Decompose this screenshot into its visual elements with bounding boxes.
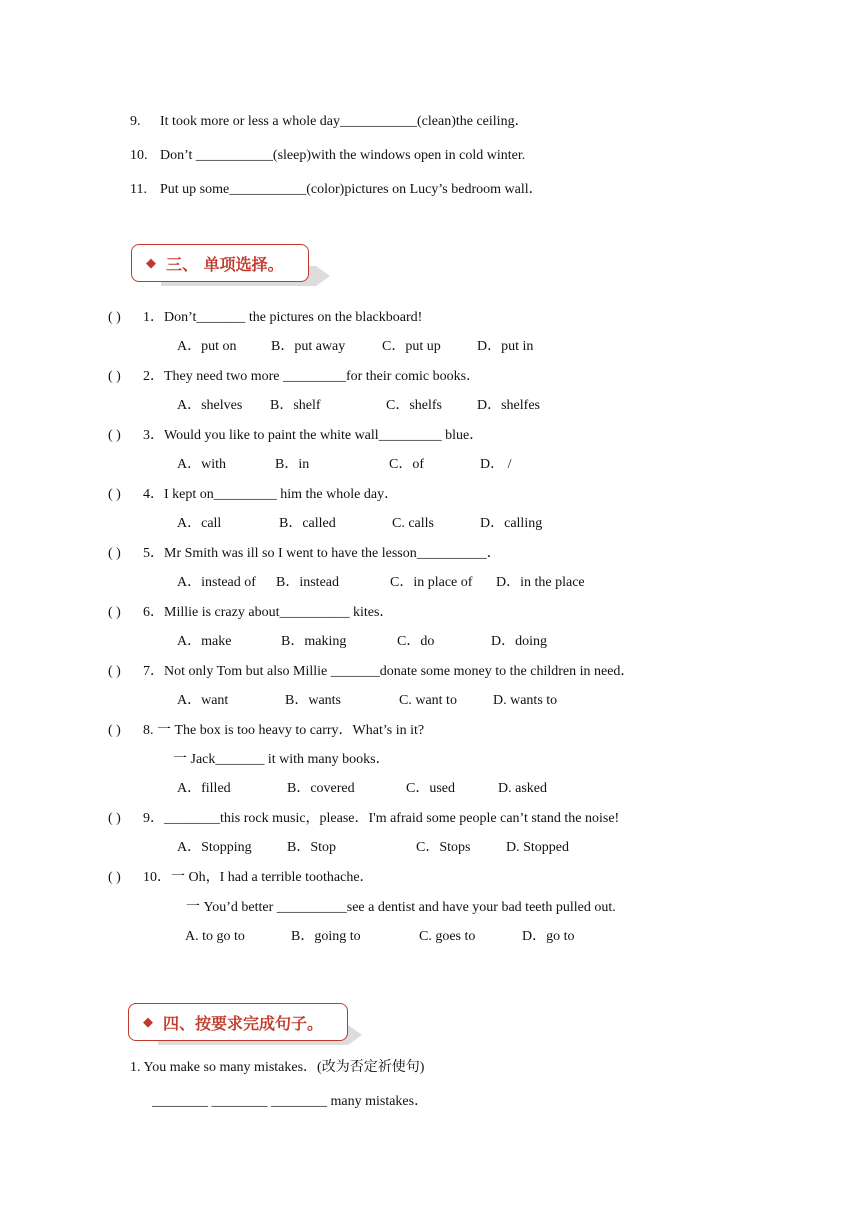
- option-c: C．of: [389, 457, 424, 472]
- item-text: It took more or less a whole day___________(clean)the ceiling．: [160, 114, 529, 129]
- option-c: C．put up: [382, 339, 441, 354]
- option-b: B．put away: [271, 339, 346, 354]
- option-a: A．put on: [177, 339, 237, 354]
- dialogue-line: 一 Jack_______ it with many books．: [173, 752, 390, 767]
- option-b: B．Stop: [287, 840, 337, 855]
- option-b: B．instead: [276, 575, 339, 590]
- answer-paren: ( ): [108, 811, 121, 826]
- question-text: 3．Would you like to paint the white wall_________ blue．: [143, 428, 484, 443]
- question-text: 5．Mr Smith was ill so I went to have the lesson__________．: [143, 546, 501, 561]
- option-d: D．in the place: [496, 575, 585, 590]
- option-c: C．shelfs: [386, 398, 442, 413]
- option-c: C．used: [406, 781, 455, 796]
- option-a: A．want: [177, 693, 229, 708]
- answer-paren: ( ): [108, 428, 121, 443]
- header-shadow-arrow: [316, 266, 330, 286]
- answer-paren: ( ): [108, 870, 121, 885]
- answer-paren: ( ): [108, 546, 121, 561]
- item-number: 10.: [130, 148, 148, 163]
- option-b: B．making: [281, 634, 347, 649]
- option-a: A．call: [177, 516, 222, 531]
- option-c: C．in place of: [390, 575, 473, 590]
- answer-paren: ( ): [108, 664, 121, 679]
- option-d: D． /: [480, 457, 512, 472]
- option-b: B．called: [279, 516, 336, 531]
- section-title-box: [128, 1003, 348, 1041]
- answer-paren: ( ): [108, 369, 121, 384]
- question-text: 6．Millie is crazy about__________ kites．: [143, 605, 394, 620]
- answer-paren: ( ): [108, 723, 121, 738]
- option-c: C. want to: [399, 693, 457, 708]
- question-text: 10．一 Oh，I had a terrible toothache．: [143, 870, 374, 885]
- option-c: C. goes to: [419, 929, 476, 944]
- section-header-single-choice: [131, 244, 326, 288]
- section-header-sentence-completion: [128, 1003, 362, 1047]
- option-d: D. asked: [498, 781, 547, 796]
- dialogue-line: 一 You’d better __________see a dentist and have your bad teeth pulled out.: [186, 900, 616, 915]
- option-a: A．shelves: [177, 398, 243, 413]
- option-d: D．go to: [522, 929, 575, 944]
- option-a: A．filled: [177, 781, 231, 796]
- option-b: B．in: [275, 457, 310, 472]
- option-d: D. Stopped: [506, 840, 569, 855]
- option-d: D．calling: [480, 516, 543, 531]
- option-b: B．going to: [291, 929, 361, 944]
- option-d: D．put in: [477, 339, 534, 354]
- answer-paren: ( ): [108, 487, 121, 502]
- section-title: 四、按要求完成句子。: [163, 1013, 324, 1033]
- question-text: 8. 一 The box is too heavy to carry．What’s in it?: [143, 723, 425, 738]
- header-shadow-arrow: [348, 1025, 362, 1045]
- option-b: B．covered: [287, 781, 355, 796]
- item-text: Put up some___________(color)pictures on Lucy’s bedroom wall．: [160, 182, 543, 197]
- question-text: 9．________this rock music，please．I'm afraid some people can’t stand the noise!: [143, 811, 620, 826]
- question-text: 4．I kept on_________ him the whole day．: [143, 487, 399, 502]
- item-number: 11.: [130, 182, 147, 197]
- question-text: 1．Don’t_______ the pictures on the blackboard!: [143, 310, 423, 325]
- option-a: A．with: [177, 457, 226, 472]
- option-b: B．wants: [285, 693, 341, 708]
- option-a: A. to go to: [185, 929, 245, 944]
- answer-blanks[interactable]: ________ ________ ________ many mistakes．: [152, 1094, 429, 1109]
- option-b: B．shelf: [270, 398, 321, 413]
- answer-paren: ( ): [108, 310, 121, 325]
- option-d: D．shelfes: [477, 398, 540, 413]
- option-a: A．Stopping: [177, 840, 252, 855]
- option-d: D．doing: [491, 634, 547, 649]
- answer-paren: ( ): [108, 605, 121, 620]
- item-text: Don’t ___________(sleep)with the windows open in cold winter.: [160, 148, 526, 163]
- option-c: C. calls: [392, 516, 434, 531]
- question-text: 2．They need two more _________for their comic books．: [143, 369, 481, 384]
- option-d: D. wants to: [493, 693, 558, 708]
- option-c: C．do: [397, 634, 435, 649]
- option-c: C．Stops: [416, 840, 471, 855]
- diamond-icon: ◆: [143, 1014, 153, 1030]
- question-text: 7．Not only Tom but also Millie _______donate some money to the children in need．: [143, 664, 635, 679]
- diamond-icon: ◆: [146, 255, 156, 271]
- section-title: 三、 单项选择。: [166, 254, 284, 274]
- option-a: A．instead of: [177, 575, 256, 590]
- section-title-box: [131, 244, 309, 282]
- transform-item: 1. You make so many mistakes．(改为否定祈使句): [130, 1060, 425, 1075]
- option-a: A．make: [177, 634, 232, 649]
- item-number: 9.: [130, 114, 141, 129]
